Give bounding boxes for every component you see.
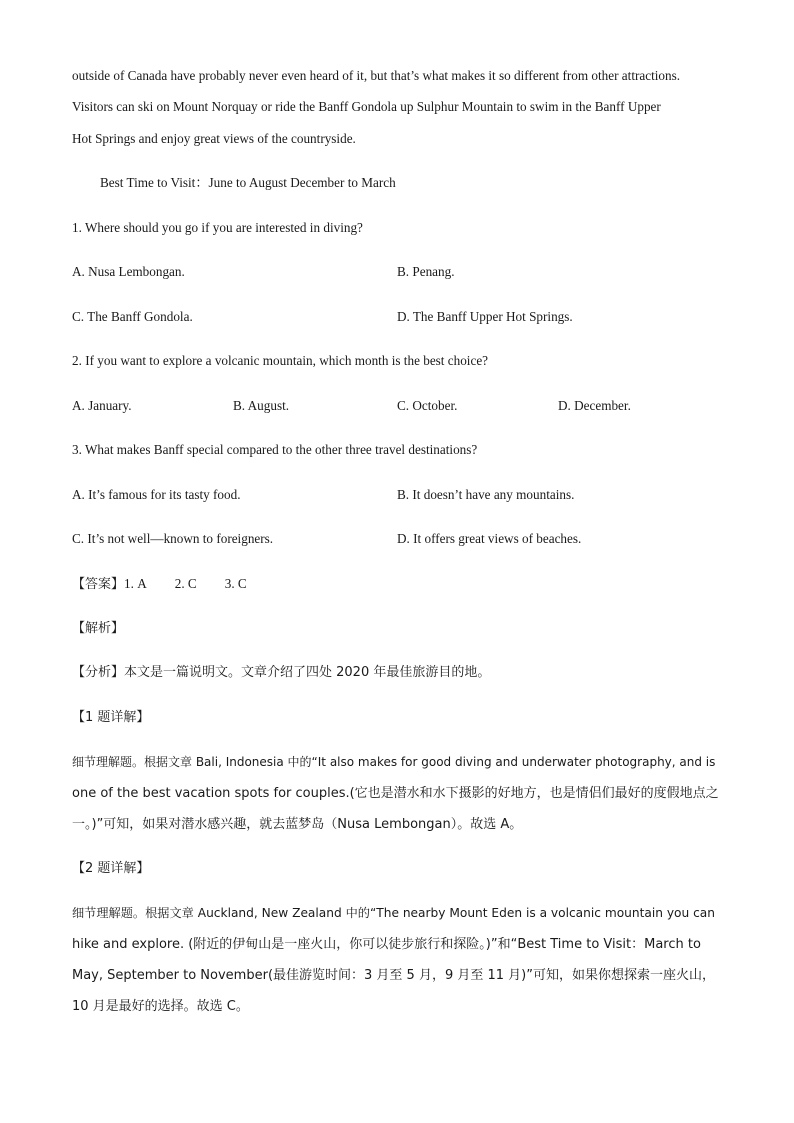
answer-label: 【答案】 (72, 577, 125, 592)
option-d: D. December. (558, 398, 631, 413)
option-c: C. October. (397, 398, 458, 413)
question-stem: 1. Where should you go if you are interested in diving? (72, 220, 363, 235)
question-stem: 3. What makes Banff special compared to the other three travel destinations? (72, 442, 478, 457)
q2-detail-line: May, September to November(最佳游览时间：3 月至 5 月，9 月至 11 月)”可知，如果你想探索一座火山， (72, 968, 715, 983)
q1-detail-line: 细节理解题。根据文章 Bali, Indonesia 中的“It also makes for good diving and underwater photography, and is (72, 755, 716, 769)
passage-line: outside of Canada have probably never even heard of it, but that’s what makes it so different from other attractions. (72, 68, 681, 83)
option-d: D. It offers great views of beaches. (397, 531, 582, 546)
option-a: A. Nusa Lembongan. (72, 264, 185, 279)
answer-item: 3. C (224, 576, 247, 591)
answer-item: 1. A (124, 576, 147, 591)
q1-detail-line: one of the best vacation spots for couples.(它也是潜水和水下摄影的好地方，也是情侣们最好的度假地点之 (72, 786, 719, 801)
option-a: A. It’s famous for its tasty food. (72, 487, 241, 502)
option-a: A. January. (72, 398, 132, 413)
answer-item: 2. C (174, 576, 197, 591)
q2-detail-line: 10 月是最好的选择。故选 C。 (72, 999, 249, 1014)
option-b: B. August. (233, 398, 290, 413)
passage-line: Hot Springs and enjoy great views of the countryside. (72, 131, 356, 146)
option-b: B. It doesn’t have any mountains. (397, 487, 575, 502)
q2-detail-line: hike and explore. (附近的伊甸山是一座火山，你可以徒步旅行和探险。)”和“Best Time to Visit：March to (72, 937, 701, 952)
option-d: D. The Banff Upper Hot Springs. (397, 309, 573, 324)
option-c: C. The Banff Gondola. (72, 309, 193, 324)
option-c: C. It’s not well—known to foreigners. (72, 531, 274, 546)
option-b: B. Penang. (397, 264, 455, 279)
q1-detail-heading: 【1 题详解】 (72, 710, 150, 725)
question-stem: 2. If you want to explore a volcanic mountain, which month is the best choice? (72, 353, 489, 368)
q1-detail-line: 一。)”可知，如果对潜水感兴趣，就去蓝梦岛（Nusa Lembongan）。故选 A。 (72, 817, 523, 832)
answer-line (72, 575, 247, 594)
analysis-label: 【解析】 (72, 621, 125, 636)
analysis-summary: 【分析】本文是一篇说明文。文章介绍了四处 2020 年最佳旅游目的地。 (72, 665, 491, 680)
q2-detail-heading: 【2 题详解】 (72, 861, 150, 876)
q2-detail-line: 细节理解题。根据文章 Auckland, New Zealand 中的“The nearby Mount Eden is a volcanic mountain you can (72, 906, 715, 920)
best-time-line: Best Time to Visit：June to August December to March (100, 175, 396, 190)
passage-line: Visitors can ski on Mount Norquay or ride the Banff Gondola up Sulphur Mountain to swim in the Banff Upper (72, 99, 661, 114)
